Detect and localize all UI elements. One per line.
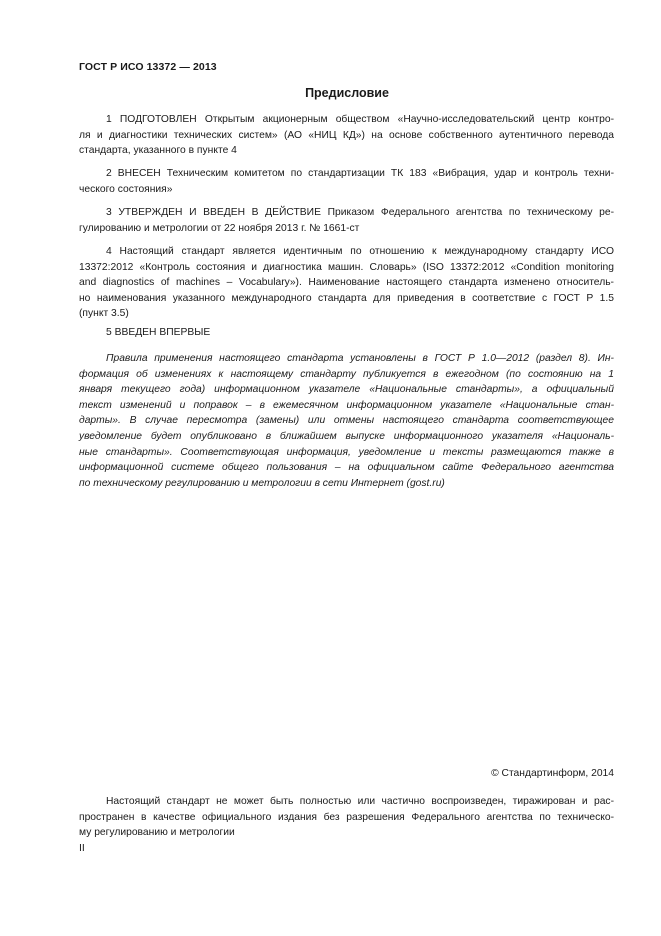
paragraph-line: Настоящий стандарт не может быть полностью или частично воспроизведен, тиражирован и рас- xyxy=(106,796,614,807)
paragraph-line: ные стандарты». Соответствующая информация, уведомление и тексты размещаются также в xyxy=(79,446,614,458)
paragraph-line: ческого состояния» xyxy=(79,183,173,195)
paragraph-line: гулированию и метрологии от 22 ноября 2013 г. № 1661-ст xyxy=(79,222,360,234)
reproduction-notice xyxy=(79,794,614,841)
document-code: ГОСТ Р ИСО 13372 — 2013 xyxy=(79,61,217,73)
paragraph-line: информационной системе общего пользования – на официальном сайте Федерального агентства xyxy=(79,462,614,474)
paragraph-line: стандарта, указанного в пункте 4 xyxy=(79,145,237,157)
paragraph-line: and diagnostics of machines – Vocabulary»). Наименование настоящего стандарта изменено относитель- xyxy=(79,277,614,289)
paragraph-line: ля и диагностики технических систем» (АО «НИЦ КД») на основе собственного аутентичного перевода xyxy=(79,129,614,141)
paragraph-line: 4 Настоящий стандарт является идентичным по отношению к международному стандарту ИСО xyxy=(106,246,614,257)
paragraph-line: но наименования указанного международного стандарта для приведения в соответствие с ГОСТ Р 1.5 xyxy=(79,292,614,304)
paragraph-line: му регулированию и метрологии xyxy=(79,827,235,839)
paragraph-line: пространен в качестве официального издания без разрешения Федерального агентства по техническо- xyxy=(79,811,614,823)
paragraph-line: текст изменений и поправок – в ежемесячном информационном указателе «Национальные стан- xyxy=(79,399,614,411)
paragraph-line: 5 ВВЕДЕН ВПЕРВЫЕ xyxy=(106,327,211,338)
section-title: Предисловие xyxy=(305,86,389,100)
paragraph-line: 2 ВНЕСЕН Техническим комитетом по стандартизации ТК 183 «Вибрация, удар и контроль техни- xyxy=(106,168,614,179)
paragraph-line: формация об изменениях к настоящему стандарту публикуется в ежегодном (по состоянию на 1 xyxy=(79,368,614,380)
paragraph-identical-standard xyxy=(79,244,614,322)
paragraph-line: уведомление будет опубликовано в ближайшем выпуске информационного указателя «Националь- xyxy=(79,430,614,442)
paragraph-prepared-by xyxy=(79,112,614,159)
paragraph-line: Правила применения настоящего стандарта установлены в ГОСТ Р 1.0—2012 (раздел 8). Ин- xyxy=(106,353,614,364)
paragraph-line: по техническому регулированию и метрологии в сети Интернет (gost.ru) xyxy=(79,477,445,489)
paragraph-application-rules xyxy=(79,351,614,491)
paragraph-line: 3 УТВЕРЖДЕН И ВВЕДЕН В ДЕЙСТВИЕ Приказом Федерального агентства по техническому ре- xyxy=(106,207,614,218)
page-number: II xyxy=(79,842,85,854)
paragraph-introduced-first xyxy=(79,325,614,341)
paragraph-line: 13372:2012 «Контроль состояния и диагностика машин. Словарь» (ISO 13372:2012 «Condition monitoring xyxy=(79,261,614,273)
paragraph-line: дарты». В случае пересмотра (замены) или отмены настоящего стандарта соответствующее xyxy=(79,415,614,427)
paragraph-line: января текущего года) информационном указателе «Национальные стандарты», а официальный xyxy=(79,384,614,396)
paragraph-line: (пункт 3.5) xyxy=(79,308,129,320)
paragraph-line: 1 ПОДГОТОВЛЕН Открытым акционерным обществом «Научно-исследовательский центр контро- xyxy=(106,114,614,125)
paragraph-introduced-by xyxy=(79,166,614,197)
copyright-notice: © Стандартинформ, 2014 xyxy=(491,768,614,779)
paragraph-approved xyxy=(79,205,614,236)
